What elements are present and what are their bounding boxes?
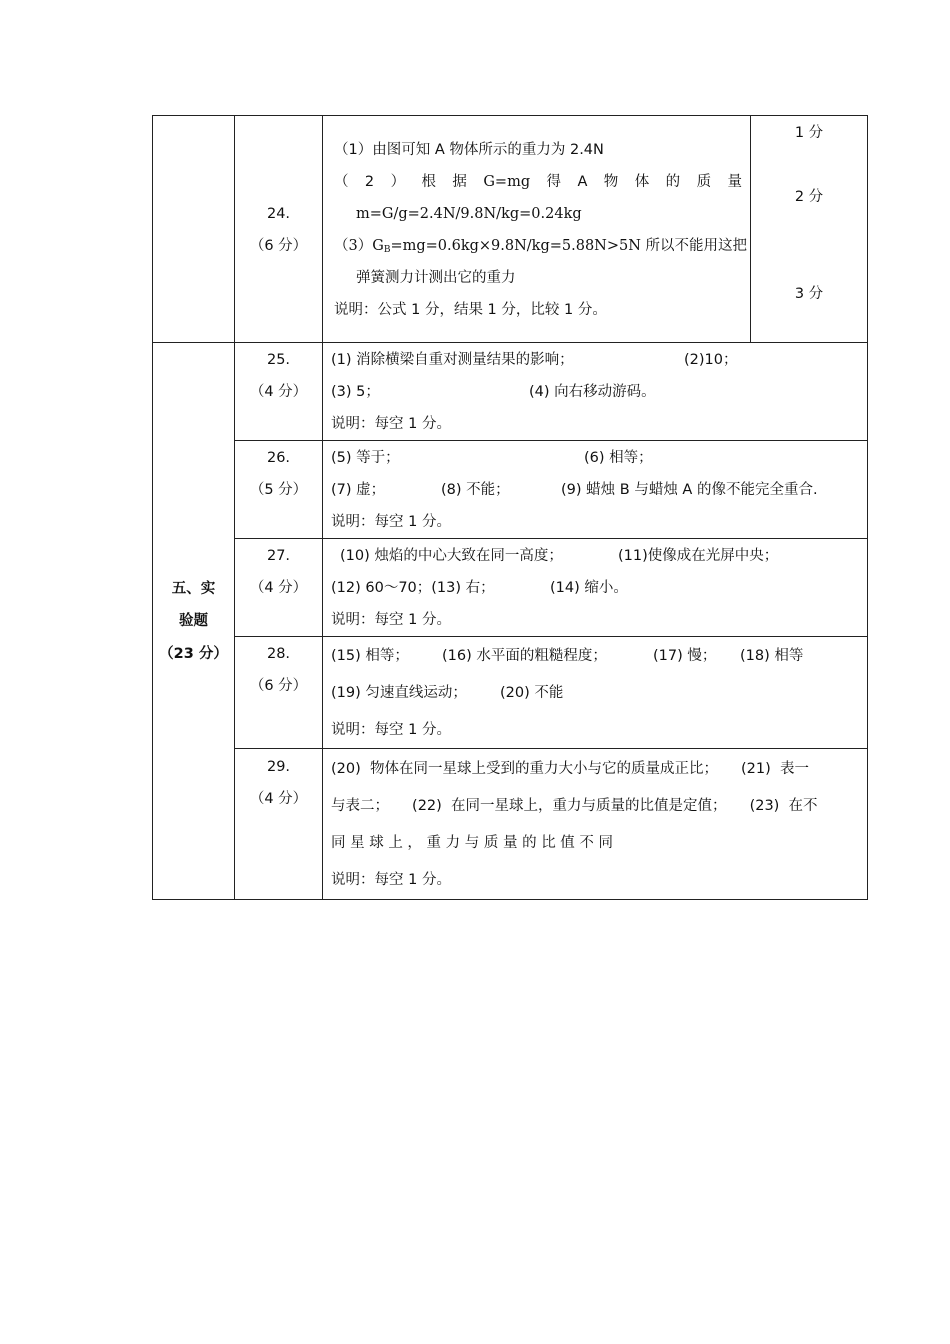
answer-8: (8) 不能； xyxy=(441,482,510,498)
answer-table-experiment xyxy=(152,342,868,900)
answer-20: (20) 不能 xyxy=(500,685,564,701)
score-2: 2 分 xyxy=(794,189,824,205)
answer-7: (7) 虚； xyxy=(331,482,386,498)
answer24-line2-part: 物 xyxy=(603,174,619,190)
answer29-line2: 与表二； (22) 在同一星球上，重力与质量的比值是定值； (23) 在不 xyxy=(331,798,818,814)
answer-17: (17) 慢； xyxy=(653,648,717,664)
answer24-line2-part: 得 xyxy=(546,174,562,190)
answer24-line4-b: =mg=0.6kg×9.8N/kg=5.88N>5N 所以不能用这把 xyxy=(390,238,748,254)
table2-divider-2 xyxy=(322,342,323,900)
question-points-25: （4 分） xyxy=(249,384,308,400)
answer24-line2-part: G=mg xyxy=(483,174,531,190)
table24-divider-2 xyxy=(322,115,323,343)
question-number-24: 24. xyxy=(266,206,291,222)
answer24-line3: m=G/g=2.4N/9.8N/kg=0.24kg xyxy=(356,206,582,222)
answer-19: (19) 匀速直线运动； xyxy=(331,685,467,701)
answer24-line2-part: 根 xyxy=(421,174,436,190)
score-1: 1 分 xyxy=(794,125,824,141)
section-title-line1: 五、实 xyxy=(171,581,216,597)
question-points-28: （6 分） xyxy=(249,678,308,694)
section-title-line2: 验题 xyxy=(179,613,208,629)
answer26-note: 说明：每空 1 分。 xyxy=(331,514,451,530)
answer29-line3: 同 星 球 上 ， 重 力 与 质 量 的 比 值 不 同 xyxy=(331,835,614,851)
answer-9: (9) 蜡烛 B 与蜡烛 A 的像不能完全重合. xyxy=(561,482,818,498)
answer-15: (15) 相等； xyxy=(331,648,409,664)
answer-10: (10) 烛焰的中心大致在同一高度； xyxy=(340,548,563,564)
answer24-line2-part: （ xyxy=(334,174,349,190)
question-points-26: （5 分） xyxy=(249,482,308,498)
answer-6: (6) 相等； xyxy=(584,450,653,466)
question-points-24: （6 分） xyxy=(249,238,308,254)
answer24-line2-part: 2 xyxy=(364,174,375,190)
answer-12-13: (12) 60～70；(13) 右； xyxy=(331,580,495,596)
answer-3: (3) 5； xyxy=(331,384,380,400)
table24-divider-3 xyxy=(750,115,751,343)
answer-14: (14) 缩小。 xyxy=(550,580,628,596)
table2-divider-1 xyxy=(234,342,235,900)
answer29-line1: (20) 物体在同一星球上受到的重力大小与它的质量成正比； (21) 表一 xyxy=(331,761,810,777)
answer24-line4-sub: B xyxy=(383,245,391,255)
answer-2: (2)10； xyxy=(684,352,738,368)
question-number-26: 26. xyxy=(266,450,291,466)
row-separator-28-29 xyxy=(234,748,868,749)
answer24-line1: （1）由图可知 A 物体所示的重力为 2.4N xyxy=(334,142,604,158)
question-number-29: 29. xyxy=(266,759,291,775)
row-separator-27-28 xyxy=(234,636,868,637)
answer24-note: 说明：公式 1 分，结果 1 分，比较 1 分。 xyxy=(334,302,607,318)
answer27-note: 说明：每空 1 分。 xyxy=(331,612,451,628)
answer24-line2-part: 质 xyxy=(696,174,712,190)
answer-18: (18) 相等 xyxy=(740,648,804,664)
answer28-note: 说明：每空 1 分。 xyxy=(331,722,451,738)
question-number-25: 25. xyxy=(266,352,291,368)
answer24-line2-part: ） xyxy=(390,174,406,190)
question-number-28: 28. xyxy=(266,646,291,662)
answer24-line2-part: 的 xyxy=(665,174,681,190)
row-separator-25-26 xyxy=(234,440,868,441)
answer24-line2 xyxy=(334,172,742,192)
answer-16: (16) 水平面的粗糙程度； xyxy=(442,648,607,664)
answer25-note: 说明：每空 1 分。 xyxy=(331,416,451,432)
answer24-line2-part: 据 xyxy=(452,174,467,190)
row-separator-26-27 xyxy=(234,538,868,539)
section-title-line3: （23 分） xyxy=(159,646,228,662)
answer-5: (5) 等于； xyxy=(331,450,400,466)
question-number-27: 27. xyxy=(266,548,291,564)
question-points-27: （4 分） xyxy=(249,580,308,596)
question-points-29: （4 分） xyxy=(249,791,308,807)
answer24-line2-part: A xyxy=(577,174,588,190)
answer-4: (4) 向右移动游码。 xyxy=(529,384,656,400)
answer24-line4-a: （3）G xyxy=(334,238,384,254)
score-3: 3 分 xyxy=(794,286,824,302)
answer24-line2-part: 体 xyxy=(634,174,650,190)
answer-11: (11)使像成在光屏中央； xyxy=(618,548,779,564)
table24-divider-1 xyxy=(234,115,235,343)
answer24-line5: 弹簧测力计测出它的重力 xyxy=(356,270,516,286)
answer24-line4 xyxy=(334,236,747,260)
answer24-line2-part: 量 xyxy=(727,174,742,190)
answer29-note: 说明：每空 1 分。 xyxy=(331,872,451,888)
answer-1: (1) 消除横梁自重对测量结果的影响； xyxy=(331,352,574,368)
